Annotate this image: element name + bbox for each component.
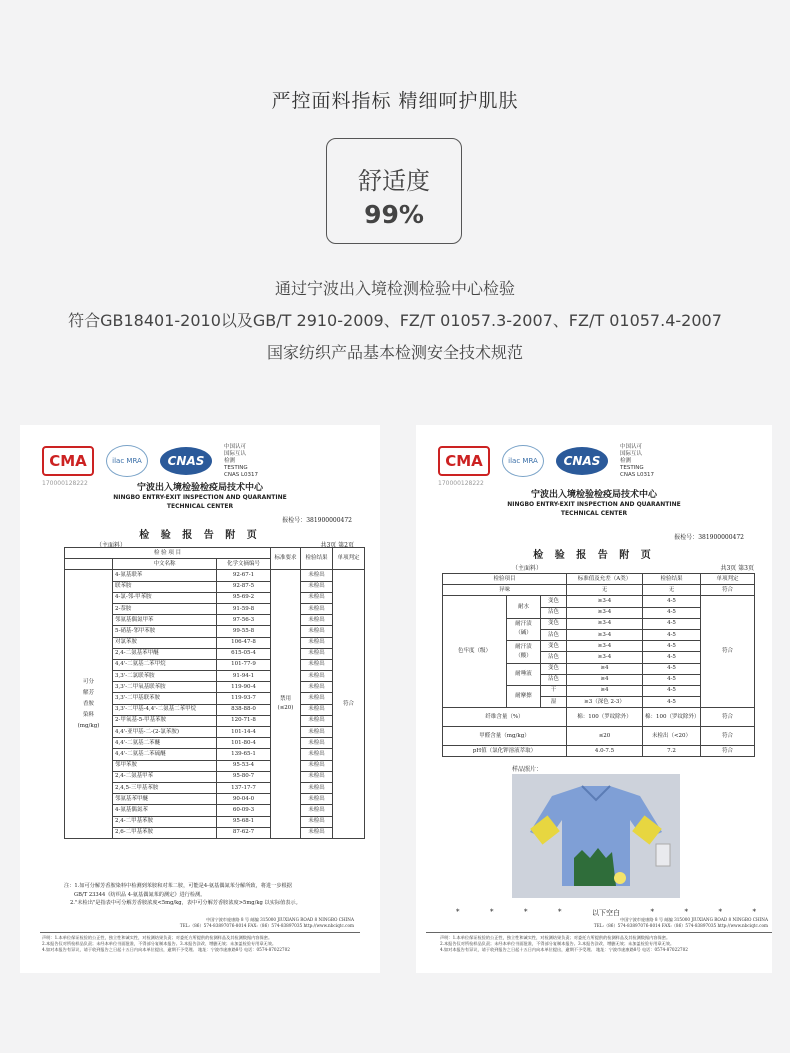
end-of-report-marks: * * * * 以下空白 * * * * — [456, 908, 756, 917]
test-item: 甲醛含量（mg/kg） — [443, 727, 567, 746]
cnas-accreditation-text: 中国认可 国际互认 检测 TESTING CNAS L0317 — [620, 443, 655, 478]
amine-name: 4,4'-亚甲基-二-(2-氯苯胺) — [113, 727, 217, 738]
test-condition: 变色 — [541, 618, 567, 629]
aromatic-amine-table — [64, 547, 365, 839]
test-condition: 沾色 — [541, 629, 567, 640]
table-row — [443, 727, 755, 746]
col-header-item: 检验项目 — [443, 574, 567, 585]
verdict-cell: 符合 — [333, 570, 365, 839]
table-row — [443, 585, 755, 596]
cnas-logo: CNAS — [556, 447, 608, 475]
amine-name: 4,4'-二氨基二苯硫醚 — [113, 749, 217, 760]
amine-name: 邻甲苯胺 — [113, 760, 217, 771]
cas-number: 101-77-9 — [217, 659, 271, 670]
result-cell: 未检出 — [301, 570, 333, 581]
comfort-badge — [326, 138, 462, 244]
amine-name: 2,4-二氨基苯甲醚 — [113, 648, 217, 659]
footer-address: 中国宁波市庞康路 8 号 邮编 315000 JIUXIANG ROAD 8 NINGBO CHINA TEL:（86）574-83897076-8014 FAX:（86）574-83897035 http://www.nbciqtc.com — [593, 917, 768, 928]
report-logos — [438, 441, 654, 481]
test-report-page-3 — [416, 425, 772, 973]
result-cell: 无 — [643, 585, 701, 596]
result-cell: 未检出 — [301, 749, 333, 760]
result-cell: 棉：100（罗纹除外） — [643, 708, 701, 727]
result-cell: 4-5 — [643, 596, 701, 607]
result-cell: 未检出 — [301, 827, 333, 838]
category-cell: 可分 解芳 香胺 染料 (mg/kg) — [65, 570, 113, 839]
report-number: 报检号：381900000472 — [282, 517, 352, 524]
table-row — [65, 570, 365, 581]
result-cell: 4-5 — [643, 652, 701, 663]
center-name-en: NINGBO ENTRY-EXIT INSPECTION AND QUARANTINE TECHNICAL CENTER — [113, 494, 287, 510]
col-header-result: 检验结果 — [301, 548, 333, 570]
verdict-cell: 符合 — [701, 708, 755, 727]
amine-name: 4,4'-二氨基二苯甲烷 — [113, 659, 217, 670]
test-subitem: 耐摩擦 — [507, 685, 541, 707]
result-cell: 4-5 — [643, 641, 701, 652]
report-footer: 声明：1.本单位保证检验的公正性，独立性和诚实性，对检测结果负责；对委托方所提供的检测样品及其检测数据内容保密。 2.本报告仅对所检样品负责；未经本单位书面批准，不得部分复制本报告。3.本报告涂改、增删无效；未加盖检验专用章无效。 4.如对本报告有异议，请于收到报告之日起十五日内向本单位提出，逾期不予受理。 地址：宁波市庞康路8号 电话：0574-87022702 — [42, 935, 290, 952]
page-title: 严控面料指标 精细呵护肌肤 — [271, 90, 519, 112]
result-cell: 4-5 — [643, 607, 701, 618]
amine-name: 4-氯-邻-甲苯胺 — [113, 592, 217, 603]
result-cell: 未检出 — [301, 794, 333, 805]
sub-header-cas: 化学文摘编号 — [217, 559, 271, 570]
cas-number: 106-47-8 — [217, 637, 271, 648]
amine-name: 5-硝基-邻甲苯胺 — [113, 626, 217, 637]
center-name-cn: 宁波出入境检验检疫局技术中心 — [530, 490, 657, 500]
standard-cell: ≥4 — [567, 685, 643, 696]
cnas-logo: CNAS — [160, 447, 212, 475]
cas-number: 95-68-1 — [217, 816, 271, 827]
table-row — [443, 596, 755, 607]
report-heading: 检 验 报 告 附 页 — [139, 530, 261, 541]
result-cell: 未检出 — [301, 603, 333, 614]
standard-cell: ≥3-4 — [567, 596, 643, 607]
comfort-value: 99% — [364, 200, 424, 229]
result-cell: 4-5 — [643, 663, 701, 674]
cma-logo: C MA — [438, 446, 490, 476]
amine-name: 2-甲氧基-5-甲基苯胺 — [113, 715, 217, 726]
verdict-cell: 符合 — [701, 727, 755, 746]
page-indicator: 共3页 第2页 — [320, 542, 354, 549]
desc-line-1: 通过宁波出入境检测检验中心检验 — [274, 279, 515, 298]
standard-cell: 4.0-7.5 — [567, 746, 643, 757]
standard-cell: 无 — [567, 585, 643, 596]
cma-code: 170000128222 — [42, 480, 88, 487]
amine-name: 4-氨基偶氮苯 — [113, 805, 217, 816]
result-cell: 未检出 — [301, 693, 333, 704]
test-item: 纤维含量（%） — [443, 708, 567, 727]
standard-cell: ≥4 — [567, 674, 643, 685]
standard-cell: ≥3-4 — [567, 607, 643, 618]
test-item: 色牢度（级） — [443, 596, 507, 708]
verdict-cell: 符合 — [701, 585, 755, 596]
test-item: pH值（氯化钾溶液萃取） — [443, 746, 567, 757]
cma-logo: C MA — [42, 446, 94, 476]
result-cell: 未检出 — [301, 782, 333, 793]
sample-photo-label: 样品照片： — [512, 766, 543, 773]
sub-header-name: 中文名称 — [113, 559, 217, 570]
col-header-std: 标准值及允差（A类） — [567, 574, 643, 585]
amine-name: 3,3'-二甲基-4,4'-二氨基二苯甲烷 — [113, 704, 217, 715]
test-item: 异味 — [443, 585, 567, 596]
cas-number: 91-94-1 — [217, 671, 271, 682]
report-footer: 声明：1.本单位保证检验的公正性，独立性和诚实性，对检测结果负责；对委托方所提供的检测样品及其检测数据内容保密。 2.本报告仅对所检样品负责；未经本单位书面批准，不得部分复制本报告。3.本报告涂改、增删无效；未加盖检验专用章无效。 4.如对本报告有异议，请于收到报告之日起十五日内向本单位提出，逾期不予受理。 地址：宁波市庞康路8号 电话：0574-87022702 — [440, 935, 688, 952]
result-cell: 未检出 — [301, 626, 333, 637]
comfort-label: 舒适度 — [358, 167, 430, 195]
table-row — [443, 746, 755, 757]
report-heading: 检 验 报 告 附 页 — [533, 550, 655, 561]
amine-name: 4-氨基联苯 — [113, 570, 217, 581]
center-name-en: NINGBO ENTRY-EXIT INSPECTION AND QUARANTINE TECHNICAL CENTER — [507, 501, 681, 517]
cas-number: 120-71-8 — [217, 715, 271, 726]
report-number: 报检号：381900000472 — [674, 534, 744, 541]
desc-line-3: 国家纺织产品基本检测安全技术规范 — [266, 343, 523, 362]
result-cell: 未检出 — [301, 615, 333, 626]
result-cell: 未检出（<20） — [643, 727, 701, 746]
cas-number: 95-69-2 — [217, 592, 271, 603]
amine-name: 联苯胺 — [113, 581, 217, 592]
test-condition: 沾色 — [541, 607, 567, 618]
sample-garment-photo — [512, 774, 680, 898]
col-header-item: 检 验 项 目 — [65, 548, 271, 559]
amine-name: 邻氨基偶氮甲苯 — [113, 615, 217, 626]
test-condition: 沾色 — [541, 674, 567, 685]
end-blank-label: 以下空白 — [592, 909, 620, 917]
verdict-cell: 符合 — [701, 596, 755, 708]
report-logos — [42, 441, 258, 481]
cas-number: 97-56-3 — [217, 615, 271, 626]
amine-name: 2,4,5-三甲基苯胺 — [113, 782, 217, 793]
result-cell: 未检出 — [301, 682, 333, 693]
result-cell: 4-5 — [643, 618, 701, 629]
page-indicator: 共3页 第3页 — [720, 565, 754, 572]
requirement-cell: 禁用 (≤20) — [271, 570, 301, 839]
cma-code: 170000128222 — [438, 480, 484, 487]
amine-name: 3,3'-二甲基联苯胺 — [113, 693, 217, 704]
result-cell: 未检出 — [301, 727, 333, 738]
result-cell: 4-5 — [643, 629, 701, 640]
test-report-page-2 — [20, 425, 380, 973]
standard-cell: ≤20 — [567, 727, 643, 746]
cas-number: 92-67-1 — [217, 570, 271, 581]
cas-number: 119-93-7 — [217, 693, 271, 704]
test-subitem: 耐水 — [507, 596, 541, 618]
footer-divider — [40, 932, 360, 933]
col-header-result: 检验结果 — [643, 574, 701, 585]
test-condition: 沾色 — [541, 652, 567, 663]
col-header-std: 标准要求 — [271, 548, 301, 570]
main-fabric-label: （主面料） — [96, 542, 127, 549]
result-cell: 未检出 — [301, 760, 333, 771]
result-cell: 未检出 — [301, 659, 333, 670]
cas-number: 101-14-4 — [217, 727, 271, 738]
amine-name: 2,4-二氨基甲苯 — [113, 771, 217, 782]
cas-number: 139-65-1 — [217, 749, 271, 760]
amine-name: 2,4-二甲基苯胺 — [113, 816, 217, 827]
result-cell: 未检出 — [301, 648, 333, 659]
standard-cell: 棉：100（罗纹除外） — [567, 708, 643, 727]
result-cell: 未检出 — [301, 581, 333, 592]
cas-number: 137-17-7 — [217, 782, 271, 793]
cas-number: 101-80-4 — [217, 738, 271, 749]
amine-name: 3,3'-二氯联苯胺 — [113, 671, 217, 682]
test-subitem: 耐汗渍（碱） — [507, 618, 541, 640]
center-name-cn: 宁波出入境检验检疫局技术中心 — [136, 483, 263, 493]
verdict-cell: 符合 — [701, 746, 755, 757]
result-cell: 未检出 — [301, 637, 333, 648]
ilac-mra-logo: ilac MRA — [106, 445, 148, 477]
footer-divider — [426, 932, 772, 933]
result-cell: 4-5 — [643, 674, 701, 685]
standard-cell: ≥3（深色 2-3） — [567, 697, 643, 708]
standard-cell: ≥4 — [567, 663, 643, 674]
standard-cell: ≥3-4 — [567, 641, 643, 652]
cas-number: 95-80-7 — [217, 771, 271, 782]
cas-number: 119-90-4 — [217, 682, 271, 693]
col-header-verdict: 单项判定 — [333, 548, 365, 570]
cas-number: 99-55-8 — [217, 626, 271, 637]
cas-number: 92-87-5 — [217, 581, 271, 592]
desc-line-2: 符合GB18401-2010以及GB/T 2910-2009、FZ/T 01057.3-2007、FZ/T 01057.4-2007 — [68, 311, 722, 330]
result-cell: 未检出 — [301, 704, 333, 715]
cnas-accreditation-text: 中国认可 国际互认 检测 TESTING CNAS L0317 — [224, 443, 259, 478]
amine-name: 2,6-二甲基苯胺 — [113, 827, 217, 838]
result-cell: 未检出 — [301, 715, 333, 726]
standard-cell: ≥3-4 — [567, 629, 643, 640]
table-row — [443, 708, 755, 727]
amine-name: 邻氨基苯甲醚 — [113, 794, 217, 805]
result-cell: 未检出 — [301, 592, 333, 603]
standard-cell: ≥3-4 — [567, 618, 643, 629]
amine-name: 3,3'-二甲氧基联苯胺 — [113, 682, 217, 693]
cas-number: 615-05-4 — [217, 648, 271, 659]
amine-name: 4,4'-二氨基二苯醚 — [113, 738, 217, 749]
test-condition: 湿 — [541, 697, 567, 708]
main-fabric-label: （主面料） — [512, 565, 543, 572]
test-condition: 干 — [541, 685, 567, 696]
cas-number: 95-53-4 — [217, 760, 271, 771]
result-cell: 未检出 — [301, 738, 333, 749]
result-cell: 未检出 — [301, 671, 333, 682]
col-header-verdict: 单项判定 — [701, 574, 755, 585]
result-cell: 未检出 — [301, 771, 333, 782]
amine-name: 2-萘胺 — [113, 603, 217, 614]
test-condition: 变色 — [541, 596, 567, 607]
ilac-mra-logo: ilac MRA — [502, 445, 544, 477]
result-cell: 未检出 — [301, 805, 333, 816]
test-condition: 变色 — [541, 663, 567, 674]
test-subitem: 耐汗渍（酸） — [507, 641, 541, 663]
cas-number: 91-59-8 — [217, 603, 271, 614]
result-cell: 4-5 — [643, 685, 701, 696]
cas-number: 90-04-0 — [217, 794, 271, 805]
standard-cell: ≥3-4 — [567, 652, 643, 663]
result-cell: 7.2 — [643, 746, 701, 757]
report-notes: 注：1.如可分解芳香胺染料中检测到苯胺和对苯二胺，可能是4-氨基偶氮苯分解所致，将进一步根据 GB/T 23344《纺织品 4-氨基偶氮苯的测定》进行检测。 2."未检出"是指表中可分解芳香胺浓度<5mg/kg，表中可分解芳香胺浓度>5mg/kg 以实际值表示。 — [64, 883, 301, 906]
result-cell: 未检出 — [301, 816, 333, 827]
cas-number: 838-88-0 — [217, 704, 271, 715]
cas-number: 60-09-3 — [217, 805, 271, 816]
footer-address: 中国宁波市庞康路 8 号 邮编 315000 JIUXIANG ROAD 8 NINGBO CHINA TEL:（86）574-83897076-8014 FAX:（86）574-83897035 http://www.nbciqtc.com — [179, 917, 354, 928]
colorfastness-table — [442, 573, 755, 757]
test-subitem: 耐唾液 — [507, 663, 541, 685]
test-condition: 变色 — [541, 641, 567, 652]
amine-name: 对氯苯胺 — [113, 637, 217, 648]
result-cell: 4-5 — [643, 697, 701, 708]
cas-number: 87-62-7 — [217, 827, 271, 838]
